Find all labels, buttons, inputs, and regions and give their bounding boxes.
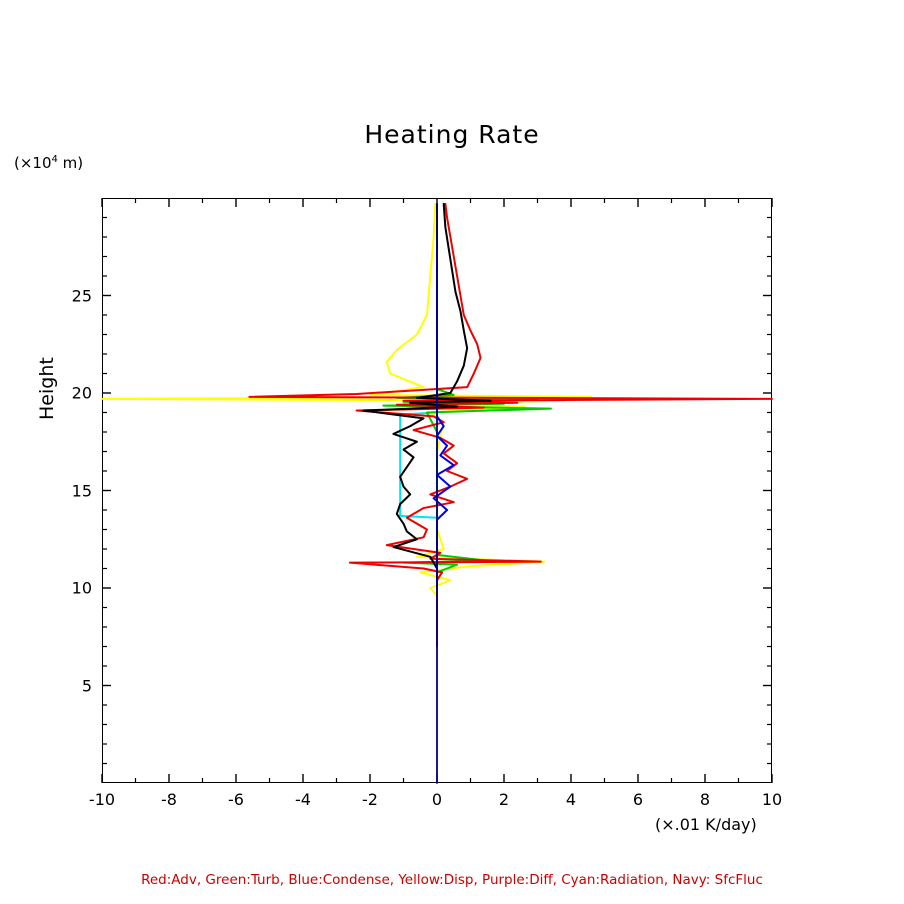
page-title: Heating Rate — [364, 120, 540, 149]
plot-area — [102, 198, 772, 783]
x-tick-label: 2 — [498, 790, 510, 809]
x-tick-label: -8 — [161, 790, 177, 809]
x-axis-label: (×.01 K/day) — [655, 815, 757, 834]
series-adv — [249, 204, 772, 647]
y-axis-label: Height — [36, 357, 58, 420]
y-tick-label: 15 — [71, 481, 92, 500]
x-tick-label: 0 — [431, 790, 443, 809]
y-tick-label: 5 — [81, 676, 92, 695]
y-tick-label: 20 — [71, 383, 92, 403]
x-tick-label: -10 — [88, 790, 116, 809]
y-tick-label: 10 — [71, 578, 92, 598]
plot-canvas — [102, 198, 772, 783]
x-tick-label: -2 — [362, 790, 378, 809]
x-tick-label: 10 — [761, 790, 783, 809]
y-axis-unit-label: ($\times 10^4$ m) — [14, 154, 84, 172]
x-tick-label: 4 — [565, 790, 577, 809]
x-tick-label: 6 — [632, 790, 644, 809]
x-tick-label: -4 — [295, 790, 311, 809]
y-tick-label: 25 — [71, 286, 92, 305]
x-tick-label: 8 — [699, 790, 711, 809]
x-tick-label: -6 — [228, 790, 244, 809]
legend: Red:Adv, Green:Turb, Blue:Condense, Yellow:Disp, Purple:Diff, Cyan:Radiation, Navy: SfcFluc — [141, 872, 763, 888]
